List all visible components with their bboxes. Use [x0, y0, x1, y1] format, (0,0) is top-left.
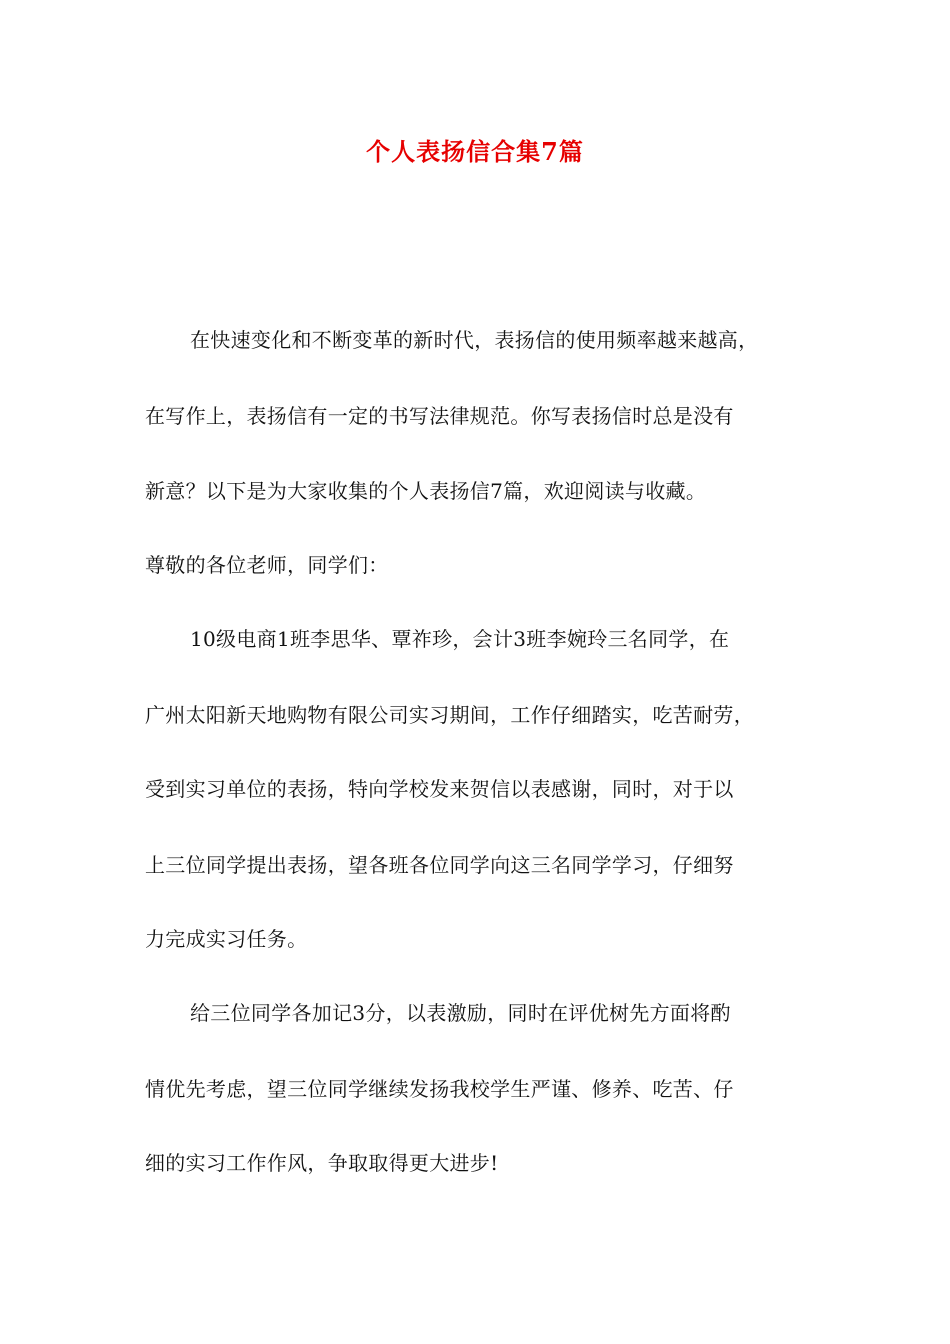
- paragraph-line: 情优先考虑，望三位同学继续发扬我校学生严谨、修养、吃苦、仔: [145, 1077, 734, 1101]
- paragraph-line: 上三位同学提出表扬，望各班各位同学向这三名同学学习，仔细努: [145, 853, 734, 877]
- paragraph-line: 10级电商1班李思华、覃祚珍，会计3班李婉玲三名同学，在: [190, 627, 730, 651]
- paragraph-line: 广州太阳新天地购物有限公司实习期间，工作仔细踏实，吃苦耐劳，: [145, 703, 754, 727]
- paragraph-line: 给三位同学各加记3分，以表激励，同时在评优树先方面将酌: [190, 1001, 731, 1025]
- paragraph-line: 受到实习单位的表扬，特向学校发来贺信以表感谢，同时，对于以: [145, 777, 734, 801]
- paragraph-line: 在写作上，表扬信有一定的书写法律规范。你写表扬信时总是没有: [145, 404, 734, 428]
- paragraph-line: 力完成实习任务。: [145, 927, 308, 951]
- salutation-line: 尊敬的各位老师，同学们：: [145, 553, 389, 577]
- paragraph-line: 细的实习工作作风，争取取得更大进步!: [145, 1151, 499, 1175]
- paragraph-line: 在快速变化和不断变革的新时代，表扬信的使用频率越来越高，: [190, 328, 759, 352]
- document-title: 个人表扬信合集7篇: [366, 137, 584, 166]
- paragraph-line: 新意？以下是为大家收集的个人表扬信7篇，欢迎阅读与收藏。: [145, 479, 707, 503]
